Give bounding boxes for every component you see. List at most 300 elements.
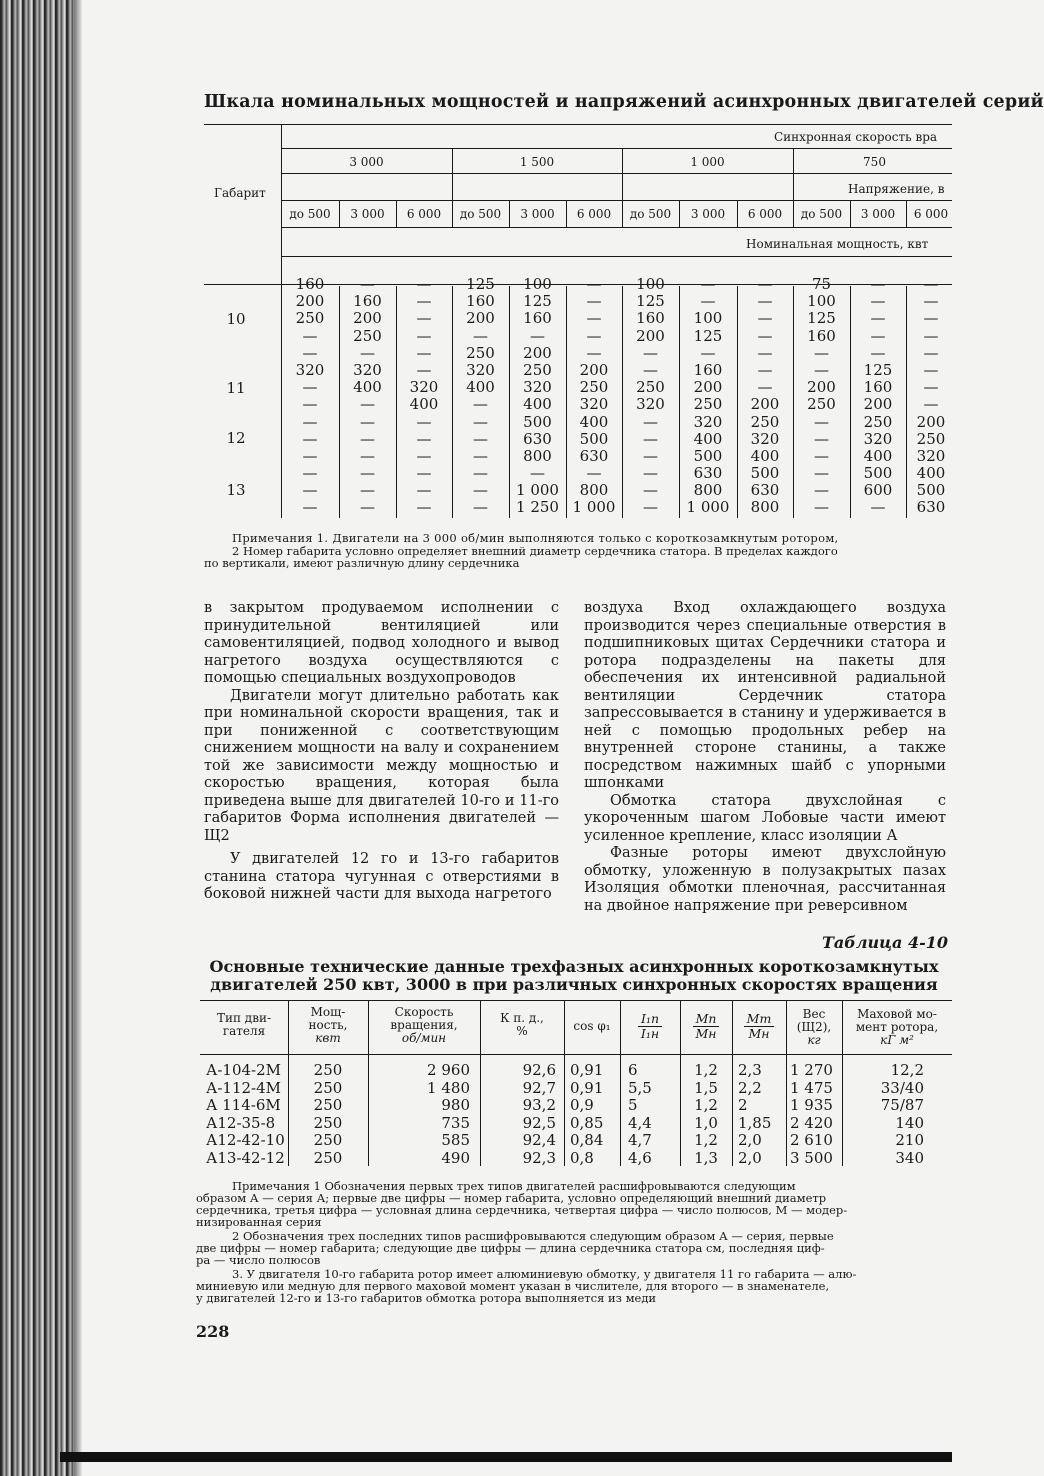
t1-cell: — — [643, 429, 658, 448]
t1-column-11 — [906, 276, 956, 517]
t2-column-8 — [790, 1062, 842, 1168]
t1-column-10 — [850, 276, 906, 517]
table2-label: Таблица 4-10 — [822, 933, 948, 952]
t2-rule-top — [200, 1000, 952, 1001]
t2-cell: 93,2 — [522, 1096, 556, 1115]
t1-cell: — — [302, 343, 318, 362]
t1-cell: 200 — [916, 412, 946, 431]
t2-head-mp: $\frac{Mп}{Mн}$ — [680, 1012, 732, 1041]
t1-cell: 200 — [466, 309, 495, 328]
left-para-1: в закрытом продуваемом исполнении с принудительной вентиляцией или самовентиляцией, подвод холодного и вывод нагретого воздуха осуществляются с помощью специальных воздухопроводов — [204, 600, 559, 686]
t1-cell: 160 — [863, 378, 893, 397]
left-para-2: Двигатели могут длительно работать как при номинальной скорости вращения, так и при пониженной с соответствующим снижением мощности на валу и сохранением той же зависимости между мощностью и скоростью вращения, которая была приведена выше для двигателей 10-го и 11-го габаритов Форма исполнения двигателей — Щ2 — [204, 687, 559, 844]
t2-cell: 1 480 — [427, 1078, 470, 1097]
t2-cell: 5,5 — [628, 1078, 652, 1097]
right-para-1: воздуха Вход охлаждающего воздуха производится через специальные отверстия в подшипниковых щитах Сердечники статора и ротора подразделены на пакеты для обеспечения их интенсивной радиальной вентиляции Сердечник статора запрессовывается в станину и удерживается в ней с помощью продольных ребер на внутренней стороне станины, а также посредством нажимных шайб с упорными шпонками — [584, 600, 946, 791]
t1-cell: — — [757, 326, 773, 345]
t1-cell: — — [814, 464, 829, 483]
t2-cell: 1,2 — [694, 1061, 718, 1079]
t1-cell: 250 — [807, 395, 836, 414]
scan-bottom-edge — [60, 1452, 952, 1462]
t1-cell: 160 — [353, 292, 382, 311]
t2-note-line: 2 Обозначения трех последних типов расшифровываются следующим образом А — серия, первые — [232, 1229, 834, 1243]
t1-cell: 320 — [863, 429, 893, 448]
t2-head-type: Тип дви- гателя — [216, 1011, 271, 1038]
t2-cell: 5 — [628, 1096, 638, 1115]
t1-cell: — — [416, 275, 432, 293]
t1-cell: — — [757, 275, 773, 293]
t1-cell: — — [473, 446, 488, 465]
right-para-2: Обмотка статора двухслойная с укороченным шагом Лобовые части имеют усиленное крепление, класс изоляции А — [584, 792, 946, 844]
t1-cell: 320 — [636, 395, 665, 414]
t1-cell: — — [360, 481, 375, 500]
t1-cell: 400 — [353, 378, 382, 397]
t2-cell: 0,8 — [570, 1148, 594, 1167]
t1-rule-speeds — [281, 173, 952, 174]
t2-cell: 250 — [313, 1061, 343, 1079]
t1-voltage-4: 3 000 — [520, 207, 555, 221]
t1-cell: — — [360, 464, 375, 483]
t1-cell: 250 — [636, 378, 665, 397]
t2-cell: 735 — [441, 1113, 470, 1132]
t1-cell: 500 — [863, 464, 893, 483]
t2-note-line: Примечания 1 Обозначения первых трех типов двигателей расшифровываются следующим — [232, 1179, 796, 1193]
t1-cell: 200 — [807, 378, 836, 397]
t2-cell: 2,0 — [738, 1131, 762, 1150]
t1-cell: — — [923, 343, 939, 362]
t1-cell: — — [757, 378, 773, 397]
right-para-3: Фазные роторы имеют двухслойную обмотку, уложенную в полузакрытых пазах Изоляция обмотки пленочная, рассчитанная на двойное напряжение при реверсивном — [584, 845, 946, 914]
t1-voltage-5: 6 000 — [576, 207, 612, 221]
t1-voltage-1: 3 000 — [350, 207, 385, 221]
t1-header-voltage: Напряжение, в — [848, 182, 945, 196]
t1-cell: 500 — [579, 429, 609, 448]
t1-note-1: Примечания 1. Двигатели на 3 000 об/мин выполняются только с короткозамкнутым ротором, — [232, 531, 839, 545]
t2-cell: 340 — [895, 1148, 924, 1167]
binding-shadow — [74, 0, 82, 1476]
t1-cell: 160 — [523, 309, 552, 328]
t1-cell: 160 — [807, 326, 836, 345]
t1-note-3: по вертикали, имеют различную длину сердечника — [204, 556, 520, 570]
t1-cell: — — [586, 292, 602, 311]
t1-cell: 125 — [636, 292, 665, 311]
t1-cell: 320 — [295, 360, 325, 379]
t1-cell: — — [586, 309, 602, 328]
t1-cell: — — [814, 343, 829, 362]
t1-cell: — — [757, 292, 773, 311]
t1-column-4 — [509, 276, 566, 517]
t2-cell: 0,9 — [570, 1096, 594, 1115]
t1-cell: — — [473, 326, 488, 345]
t1-rule-volt — [281, 200, 952, 201]
t2-cell: 1,5 — [694, 1078, 718, 1097]
t1-cell: 400 — [916, 464, 946, 483]
t1-cell: — — [302, 464, 318, 483]
t1-cell: — — [416, 360, 432, 379]
t1-header-speed: Синхронная скорость вра — [774, 130, 938, 144]
t1-cell: 200 — [863, 395, 893, 414]
t1-voltage-10: 3 000 — [860, 207, 896, 221]
t1-cell: 630 — [523, 429, 552, 448]
t1-cell: — — [586, 464, 602, 483]
t2-column-3 — [480, 1062, 556, 1168]
t1-cell: 250 — [523, 360, 552, 379]
t1-cell: 500 — [523, 412, 552, 431]
t1-cell: — — [360, 275, 375, 293]
t1-gabarit-11: 11 — [226, 379, 246, 397]
t1-cell: 320 — [579, 395, 609, 414]
t1-voltage-2: 6 000 — [406, 207, 442, 221]
t2-cell: 1,0 — [694, 1113, 718, 1132]
t1-cell: — — [757, 360, 773, 379]
t2-note-line: 3. У двигателя 10-го габарита ротор имеет алюминиевую обмотку, у двигателя 11 го габарита — алю- — [232, 1267, 857, 1281]
t1-cell: — — [923, 360, 939, 379]
t1-header-power: Номинальная мощность, квт — [746, 237, 929, 251]
t1-cell: 400 — [693, 429, 723, 448]
t1-cell: 320 — [466, 360, 495, 379]
t2-head-speed: Скорость вращения, об/мин — [390, 1005, 458, 1045]
t2-cell: 2,0 — [738, 1148, 762, 1167]
t1-cell: — — [757, 343, 773, 362]
t1-cell: 200 — [636, 326, 665, 345]
text-column-right — [584, 600, 946, 915]
t2-column-0 — [206, 1062, 288, 1168]
t2-cell: 2 610 — [790, 1131, 833, 1150]
t1-column-6 — [622, 276, 679, 517]
t1-cell: 200 — [353, 309, 382, 328]
t1-cell: — — [870, 309, 886, 328]
t2-cell: 1,2 — [694, 1131, 718, 1150]
t1-cell: 320 — [353, 360, 382, 379]
t2-cell: А12-35-8 — [206, 1113, 276, 1132]
t2-cell: А 114-6М — [206, 1096, 281, 1115]
t1-cell: — — [643, 481, 658, 500]
t2-cell: 2 420 — [790, 1113, 833, 1132]
t1-rule-top — [204, 124, 952, 125]
t1-cell: — — [360, 446, 375, 465]
t1-cell: 250 — [295, 309, 325, 328]
t1-speed-1: 1 500 — [519, 155, 555, 169]
t1-cell: 250 — [693, 395, 723, 414]
t1-cell: 320 — [750, 429, 780, 448]
t1-cell: 1 000 — [572, 498, 616, 517]
t1-cell: — — [473, 498, 488, 517]
t1-gabarit-12: 12 — [226, 429, 246, 447]
t2-cell: 0,91 — [570, 1078, 604, 1097]
t2-cell: 33/40 — [880, 1078, 924, 1097]
t2-cell: 0,91 — [570, 1061, 604, 1079]
t1-cell: 320 — [523, 378, 552, 397]
t1-cell: — — [360, 412, 375, 431]
t1-cell: — — [360, 429, 375, 448]
t1-cell: 630 — [750, 481, 780, 500]
t1-speed-0: 3 000 — [349, 155, 384, 169]
t1-cell: 75 — [811, 275, 832, 293]
t1-cell: — — [643, 343, 658, 362]
t1-cell: — — [302, 481, 318, 500]
t1-cell: 100 — [807, 292, 836, 311]
t1-cell: — — [700, 292, 716, 311]
t2-cell: 4,4 — [628, 1113, 652, 1132]
t2-note-line: ра — число полюсов — [196, 1253, 321, 1267]
t1-cell: 630 — [693, 464, 723, 483]
t1-cell: 400 — [409, 395, 439, 414]
t1-cell: — — [870, 343, 886, 362]
t1-cell: 800 — [579, 481, 609, 500]
t1-speed-2: 1 000 — [690, 155, 725, 169]
t1-cell: 600 — [863, 481, 893, 500]
t1-cell: 160 — [693, 360, 723, 379]
t1-cell: 500 — [916, 481, 946, 500]
t1-cell: — — [923, 309, 939, 328]
t1-cell: 250 — [863, 412, 893, 431]
t2-head-inertia: Маховой мо- мент ротора, кГ м² — [855, 1007, 939, 1047]
t1-cell: 250 — [750, 412, 780, 431]
t2-cell: 0,85 — [570, 1113, 604, 1132]
t2-column-4 — [570, 1062, 620, 1168]
t1-column-3 — [452, 276, 509, 517]
t1-cell: — — [757, 309, 773, 328]
t1-cell: — — [923, 395, 939, 414]
t1-cell: 125 — [466, 275, 495, 293]
t1-cell: — — [643, 464, 658, 483]
t2-cell: А-104-2М — [206, 1061, 282, 1079]
t2-note-line: низированная серия — [196, 1215, 322, 1229]
t2-rule-head — [200, 1054, 952, 1055]
t1-cell: — — [360, 498, 375, 517]
t2-cell: 12,2 — [890, 1061, 924, 1079]
t1-cell: — — [700, 343, 716, 362]
t1-cell: 320 — [916, 446, 946, 465]
t1-cell: — — [643, 360, 658, 379]
t2-note-line: две цифры — номер габарита; следующие две цифры — длина сердечника статора см, последняя циф- — [196, 1241, 825, 1255]
t1-cell: 125 — [693, 326, 723, 345]
t1-cell: 250 — [466, 343, 495, 362]
t1-cell: — — [360, 343, 375, 362]
t2-cell: 1 270 — [790, 1061, 833, 1079]
book-page — [196, 0, 1044, 1440]
t2-note-line: сердечника, третья цифра — условная длина сердечника, четвертая цифра — число полюсов, М — модер- — [196, 1203, 848, 1217]
t1-cell: 800 — [523, 446, 552, 465]
t1-cell: — — [870, 292, 886, 311]
t1-cell: — — [416, 309, 432, 328]
t1-column-2 — [396, 276, 452, 517]
table1-title: Шкала номинальных мощностей и напряжений асинхронных двигателей серий — [204, 92, 1044, 112]
t2-note-line: у двигателей 12-го и 13-го габаритов обмотка ротора выполняется из меди — [196, 1291, 657, 1305]
t1-cell: 400 — [579, 412, 609, 431]
t1-cell: — — [643, 498, 658, 517]
t1-cell: 400 — [466, 378, 495, 397]
text-column-left — [204, 600, 559, 904]
t1-voltage-7: 3 000 — [690, 207, 726, 221]
t1-cell: — — [473, 429, 488, 448]
t1-cell: 200 — [750, 395, 780, 414]
t2-cell: 2 960 — [427, 1061, 470, 1079]
t2-cell: 1 475 — [790, 1078, 833, 1097]
t1-cell: 160 — [636, 309, 665, 328]
t1-cell: 200 — [579, 360, 609, 379]
t2-column-6 — [680, 1062, 732, 1168]
t1-cell: — — [700, 275, 716, 293]
t2-cell: 75/87 — [880, 1096, 924, 1115]
t1-cell: 250 — [916, 429, 946, 448]
t1-cell: 125 — [523, 292, 552, 311]
t1-cell: — — [416, 412, 432, 431]
t1-cell: — — [360, 395, 375, 414]
t2-cell: А12-42-10 — [206, 1131, 285, 1150]
t2-head-mm: $\frac{Mm}{Mн}$ — [732, 1012, 786, 1041]
left-para-3: У двигателей 12 го и 13-го габаритов станина статора чугунная с отверстиями в боковой нижней части для выхода нагретого — [204, 851, 559, 902]
t1-cell: 160 — [466, 292, 495, 311]
t1-cell: — — [416, 343, 432, 362]
t1-cell: — — [302, 412, 318, 431]
t1-cell: — — [473, 464, 488, 483]
t2-head-cos: cos φ₁ — [573, 1019, 611, 1033]
table2-title-line1: Основные технические данные трехфазных асинхронных короткозамкнутых — [209, 957, 939, 976]
t1-cell: — — [814, 481, 829, 500]
t1-cell: — — [416, 481, 432, 500]
t2-cell: 250 — [313, 1096, 343, 1115]
t2-cell: 2 — [738, 1096, 748, 1115]
t1-cell: — — [586, 275, 602, 293]
t1-cell: 630 — [579, 446, 609, 465]
t2-head-eff: К п. д., % — [500, 1011, 544, 1038]
t1-cell: 500 — [693, 446, 723, 465]
t1-cell: — — [416, 429, 432, 448]
t1-cell: — — [814, 412, 829, 431]
t1-cell: — — [530, 464, 545, 483]
t1-voltage-8: 6 000 — [747, 207, 783, 221]
t1-column-5 — [566, 276, 622, 517]
t1-cell: 100 — [523, 275, 552, 293]
t1-cell: — — [416, 326, 432, 345]
t1-cell: — — [870, 275, 886, 293]
t1-cell: — — [302, 446, 318, 465]
t2-cell: 1,85 — [738, 1113, 772, 1132]
t1-cell: — — [302, 326, 318, 345]
t1-cell: 100 — [636, 275, 665, 293]
t2-cell: 92,4 — [522, 1131, 556, 1150]
t2-cell: 250 — [313, 1148, 343, 1167]
t2-note-line: образом А — серия А; первые две цифры — номер габарита, условно определяющий внешний диаметр — [196, 1191, 827, 1205]
t1-speed-3: 750 — [863, 155, 886, 169]
t1-cell: — — [814, 498, 829, 517]
t1-cell: 400 — [750, 446, 780, 465]
t1-cell: 800 — [750, 498, 780, 517]
t1-cell: 200 — [693, 378, 723, 397]
t1-rule-speed — [281, 148, 952, 149]
t1-cell: — — [870, 498, 886, 517]
t2-cell: 250 — [313, 1131, 343, 1150]
t2-column-1 — [288, 1062, 368, 1168]
t1-column-1 — [339, 276, 396, 517]
t1-cell: — — [923, 378, 939, 397]
t1-cell: 500 — [750, 464, 780, 483]
t1-cell: 1 250 — [516, 498, 559, 517]
t1-gabarit-10: 10 — [226, 310, 246, 328]
t1-cell: 400 — [863, 446, 893, 465]
t1-cell: 400 — [523, 395, 552, 414]
t1-cell: — — [416, 292, 432, 311]
t1-cell: — — [473, 481, 488, 500]
t2-cell: 92,3 — [522, 1148, 556, 1167]
t2-cell: 92,7 — [522, 1078, 556, 1097]
t2-cell: А13-42-12 — [206, 1148, 285, 1167]
t1-cell: — — [530, 326, 545, 345]
t1-cell: — — [416, 464, 432, 483]
t2-cell: 585 — [441, 1131, 470, 1150]
t2-head-weight: Вес (Щ2), кг — [796, 1007, 832, 1047]
t2-cell: 980 — [441, 1096, 470, 1115]
t1-cell: — — [302, 498, 318, 517]
t1-cell: — — [416, 498, 432, 517]
t2-head-power: Мощ- ность, квт — [308, 1005, 348, 1045]
t1-cell: — — [814, 429, 829, 448]
t1-cell: 100 — [693, 309, 723, 328]
t2-cell: 6 — [628, 1061, 638, 1079]
t2-column-2 — [368, 1062, 470, 1168]
t1-note-2: 2 Номер габарита условно определяет внешний диаметр сердечника статора. В пределах каждого — [232, 544, 838, 558]
t2-cell: 92,6 — [522, 1061, 556, 1079]
page-number: 228 — [196, 1322, 230, 1341]
t1-column-7 — [679, 276, 737, 517]
t2-note-line: миниевую или медную для первого маховой момент указан в числителе, для второго — в знаменателе, — [196, 1279, 830, 1293]
t1-column-0 — [281, 276, 339, 517]
t2-column-5 — [628, 1062, 680, 1168]
t1-cell: 320 — [693, 412, 723, 431]
t1-cell: — — [473, 395, 488, 414]
table2-title-line2: двигателей 250 квт, 3000 в при различных синхронных скоростях вращения — [210, 975, 938, 994]
t1-rule-volts — [281, 227, 952, 228]
t1-voltage-9: до 500 — [800, 207, 843, 221]
t1-gabarit-13: 13 — [226, 481, 246, 499]
t1-cell: — — [923, 275, 939, 293]
t1-cell: 200 — [523, 343, 552, 362]
t1-cell: — — [302, 429, 318, 448]
t2-cell: 4,7 — [628, 1131, 652, 1150]
book-binding-edge — [0, 0, 74, 1476]
t2-cell: 4,6 — [628, 1148, 652, 1167]
t1-cell: — — [814, 446, 829, 465]
t2-head-ip: $\frac{\text{I₁п}}{\text{I₁н}}$ — [620, 1012, 680, 1041]
t1-cell: 250 — [579, 378, 609, 397]
t2-cell: 0,84 — [570, 1131, 604, 1150]
t1-cell: — — [586, 326, 602, 345]
t1-voltage-3: до 500 — [459, 207, 502, 221]
t1-cell: — — [923, 326, 939, 345]
t1-cell: — — [814, 360, 829, 379]
t2-cell: 490 — [441, 1148, 470, 1167]
t1-cell: 160 — [295, 275, 325, 293]
t1-cell: 250 — [353, 326, 382, 345]
t2-cell: А-112-4М — [206, 1078, 282, 1097]
t1-cell: — — [586, 343, 602, 362]
t1-cell: — — [473, 412, 488, 431]
t1-cell: 800 — [693, 481, 723, 500]
t2-cell: 140 — [895, 1113, 924, 1132]
t2-cell: 3 500 — [790, 1148, 833, 1167]
t1-cell: 1 000 — [686, 498, 730, 517]
t1-voltage-6: до 500 — [629, 207, 672, 221]
t2-cell: 1,3 — [694, 1148, 718, 1167]
t1-cell: 630 — [916, 498, 946, 517]
t2-cell: 2,2 — [738, 1078, 762, 1097]
t1-cell: — — [302, 378, 318, 397]
t2-cell: 210 — [895, 1131, 924, 1150]
t2-cell: 250 — [313, 1078, 343, 1097]
t1-cell: — — [416, 446, 432, 465]
t1-column-9 — [793, 276, 850, 517]
